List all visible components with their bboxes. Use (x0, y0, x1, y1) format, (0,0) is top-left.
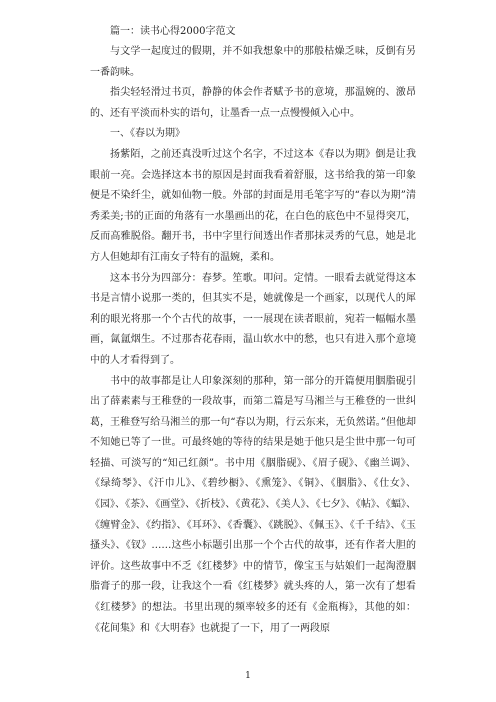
document-body (90, 22, 416, 639)
page-number: 1 (245, 671, 251, 681)
paragraph: 扬紫陌，之前还真没听过这个名字，不过这本《春以为期》倒是让我眼前一亮。会选择这本书的原因是封面我看着舒服，这书给我的第一印象便是不染纤尘，就如仙物一般。外部的封面是用毛笔字写的“春以为期”清秀柔美;书的正面的角落有一水墨画出的花，在白色的底色中不显得突兀，反而高雅脱俗。翻开书，书中字里行间透出作者那抹灵秀的气息，她是北方人但她却有江南女子特有的温婉，柔和。 (90, 148, 416, 263)
paragraph: 书中的故事都是让人印象深刻的那种，第一部分的开篇便用胭脂砚引出了薛素素与王稚登的一段故事，而第二篇是写马湘兰与王稚登的一世纠葛，王稚登写给马湘兰的那一句“春以为期，行云东来，无负然诺。”但他却不知她已等了一世。可最终她的等待的结果是她于他只是尘世中那一句可轻描、可淡写的“知己红颜”。书中用《胭脂砚》、《眉子砚》、《幽兰调》、《绿绮琴》、《汗巾儿》、《碧纱橱》、《熏笼》、《铜》、《胭脂》、《仕女》、《园》、《茶》、《画堂》、《折枝》、《黄花》、《美人》、《七夕》、《帖》、《蝠》、《缠臂金》、《约指》、《耳环》、《香囊》、《跳脱》、《佩玉》、《千千结》、《玉搔头》、《钗》……这些小标题引出那一个个古代的故事，还有作者大胆的评价。这些故事中不乏《红楼梦》中的情节，像宝玉与姑娘们一起淘澄胭脂膏子的那一段，让我这个一看《红楼梦》就头疼的人，第一次有了想看《红楼梦》的想法。书里出现的频率较多的还有《金瓶梅》，其他的如：《花间集》和《大明春》也就提了一下，用了一两段原 (90, 375, 416, 634)
paragraph: 这本书分为四部分：春梦。笙歌。叩问。定情。一眼看去就觉得这本书是言情小说那一类的，但其实不是，她就像是一个画家，以现代人的犀利的眼光将那一个个古代的故事，一一展现在读者眼前，宛若一幅幅水墨画，氤氲烟生。不过那杏花春雨，温山软水中的愁，也只有进入那个意境中的人才看得到了。 (90, 272, 416, 366)
document-title: 篇一：读书心得2000字范文 (110, 26, 236, 37)
paragraph: 与文学一起度过的假期，并不如我想象中的那般枯燥乏味，反倒有另一番韵味。 (90, 46, 416, 78)
paragraph: 指尖轻轻滑过书页，静静的体会作者赋予书的意境，那温婉的、激昂的、还有平淡而朴实的语句，让墨香一点一点慢慢倾入心中。 (90, 87, 416, 119)
section-heading: 一、《春以为期》 (110, 128, 185, 140)
